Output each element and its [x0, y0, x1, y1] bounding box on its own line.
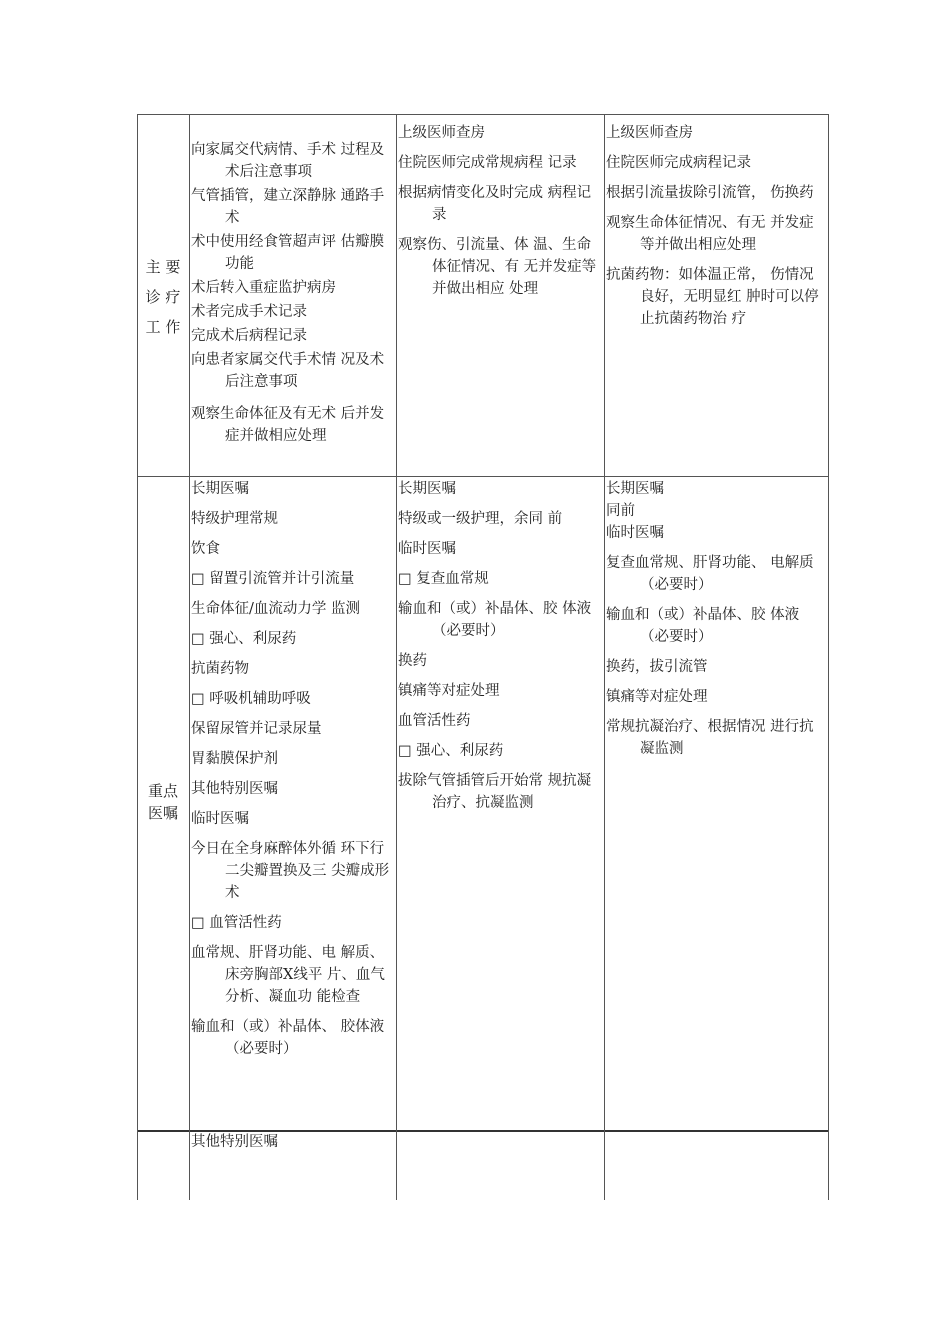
cell-line: 观察伤、引流量、体 温、生命体征情况、有 无并发症等并做出相应 处理 — [398, 237, 597, 297]
cell-line: 血常规、肝肾功能、电 解质、床旁胸部X线平 片、血气分析、凝血功 能检查 — [191, 945, 385, 1005]
cell-line: 根据引流量拔除引流管， 伤换药 — [606, 185, 814, 201]
key-orders-day1-cell — [191, 478, 394, 1068]
cell-line: 今日在全身麻醉体外循 环下行二尖瓣置换及三 尖瓣成形术 — [191, 841, 390, 901]
cell-line: 术中使用经食管超声评 估瓣膜功能 — [191, 234, 385, 272]
col-divider-3 — [604, 114, 605, 1200]
cell-line: 输血和（或）补晶体、胶 体液（必要时） — [398, 601, 592, 639]
cell-line: 复查血常规、肝肾功能、 电解质（必要时） — [606, 555, 814, 593]
cell-line: □ 留置引流管并计引流量 — [191, 571, 355, 587]
row-label-key-orders — [137, 780, 189, 824]
row-label-line: 重点 — [147, 782, 178, 800]
cell-line: 上级医师查房 — [398, 125, 485, 141]
main-work-day1-cell — [191, 139, 394, 449]
row-label-line: 医嘱 — [147, 804, 178, 822]
cell-line: 临时医嘱 — [398, 541, 456, 557]
main-work-day2-cell — [398, 122, 603, 308]
cell-line: □ 血管活性药 — [191, 915, 282, 931]
cell-line: 住院医师完成常规病程 记录 — [398, 155, 577, 171]
cell-line: 输血和（或）补晶体、 胶体液（必要时） — [191, 1019, 385, 1057]
cell-line: 镇痛等对症处理 — [398, 683, 500, 699]
cell-line: 生命体征/血流动力学 监测 — [191, 601, 360, 617]
key-orders-day2-cell — [398, 478, 603, 822]
cell-line: 上级医师查房 — [606, 125, 693, 141]
cell-line: 抗菌药物 — [191, 661, 249, 677]
cell-line: 保留尿管并记录尿量 — [191, 721, 322, 737]
cell-line: 观察生命体征及有无术 后并发症并做相应处理 — [191, 406, 385, 444]
row-divider-1 — [137, 476, 829, 477]
cell-line: 换药，拔引流管 — [606, 659, 708, 675]
row-label-line: 诊 疗 — [145, 288, 181, 306]
cell-line: 输血和（或）补晶体、胶 体液（必要时） — [606, 607, 800, 645]
cell-line: 临时医嘱 — [606, 525, 664, 541]
cell-line: 术者完成手术记录 — [191, 304, 307, 320]
cell-line: 向家属交代病情、手术 过程及术后注意事项 — [191, 142, 385, 180]
cell-line: 其他特别医嘱 — [191, 781, 278, 797]
cell-line: 长期医嘱 — [398, 481, 456, 497]
row-label-line: 工 作 — [145, 318, 181, 336]
cell-line: 住院医师完成病程记录 — [606, 155, 751, 171]
cell-line: 饮食 — [191, 541, 220, 557]
cell-line: □ 强心、利尿药 — [398, 743, 504, 759]
cell-line: 拔除气管插管后开始常 规抗凝治疗、抗凝监测 — [398, 773, 592, 811]
cell-line: 镇痛等对症处理 — [606, 689, 708, 705]
row-label-main-work — [137, 252, 189, 342]
cell-line: 特级或一级护理，余同 前 — [398, 511, 563, 527]
cell-line: 长期医嘱 — [606, 481, 664, 497]
table-top-border — [137, 114, 829, 115]
col-divider-2 — [396, 114, 397, 1200]
cell-line: 向患者家属交代手术情 况及术后注意事项 — [191, 352, 385, 390]
cell-line: 同前 — [606, 503, 635, 519]
table-right-border — [828, 114, 829, 1200]
col-divider-1 — [189, 114, 190, 1200]
row-label-line: 主 要 — [145, 258, 181, 276]
cell-line: 胃黏膜保护剂 — [191, 751, 278, 767]
key-orders-day3-cell — [606, 478, 827, 768]
other-orders-day1-cell — [191, 1131, 394, 1161]
cell-line: 长期医嘱 — [191, 481, 249, 497]
cell-line: □ 复查血常规 — [398, 571, 489, 587]
cell-line: 完成术后病程记录 — [191, 328, 307, 344]
cell-line: 气管插管，建立深静脉 通路手术 — [191, 188, 385, 226]
cell-line: 观察生命体征情况、有无 并发症等并做出相应处理 — [606, 215, 814, 253]
cell-line: □ 呼吸机辅助呼吸 — [191, 691, 311, 707]
cell-line: 特级护理常规 — [191, 511, 278, 527]
cell-line: 血管活性药 — [398, 713, 471, 729]
main-work-day3-cell — [606, 122, 827, 338]
cell-line: 其他特别医嘱 — [191, 1134, 278, 1150]
cell-line: □ 强心、利尿药 — [191, 631, 297, 647]
cell-line: 抗菌药物：如体温正常， 伤情况良好，无明显红 肿时可以停止抗菌药物治 疗 — [606, 267, 819, 327]
cell-line: 常规抗凝治疗、根据情况 进行抗凝监测 — [606, 719, 814, 757]
cell-line: 术后转入重症监护病房 — [191, 280, 336, 296]
cell-line: 换药 — [398, 653, 427, 669]
cell-line: 根据病情变化及时完成 病程记录 — [398, 185, 592, 223]
cell-line: 临时医嘱 — [191, 811, 249, 827]
